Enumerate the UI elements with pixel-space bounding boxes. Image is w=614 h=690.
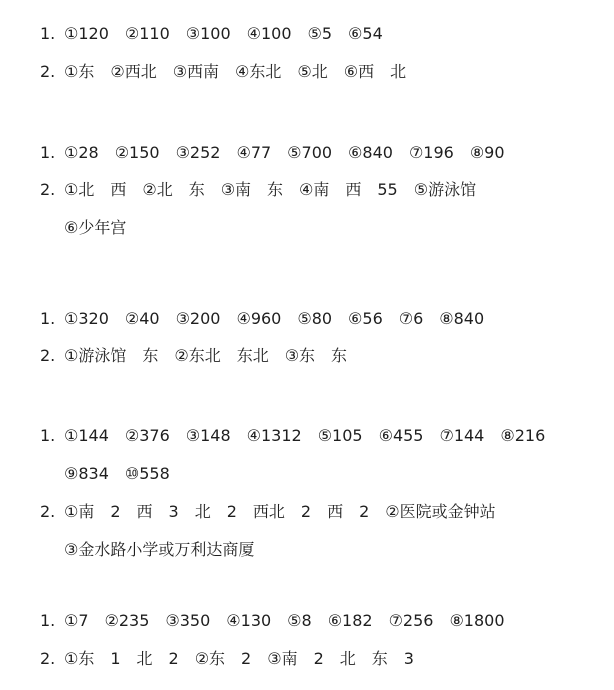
answer-text: ①游泳馆 东 ②东北 东北 ③东 东 xyxy=(64,346,348,365)
answer-text: ①28 ②150 ③252 ④77 ⑤700 ⑥840 ⑦196 ⑧90 xyxy=(64,143,505,162)
question-number: 2. xyxy=(40,62,56,81)
answer-text: ⑥少年宫 xyxy=(64,218,127,237)
question-number: 1. xyxy=(40,24,56,43)
answer-text: ①7 ②235 ③350 ④130 ⑤8 ⑥182 ⑦256 ⑧1800 xyxy=(64,611,505,630)
answer-text: ①东 ②西北 ③西南 ④东北 ⑤北 ⑥西 北 xyxy=(64,62,407,81)
answer-text: ①东 1 北 2 ②东 2 ③南 2 北 东 3 xyxy=(64,649,414,668)
answer-text: ③金水路小学或万利达商厦 xyxy=(64,540,255,559)
answer-text: ⑨834 ⑩558 xyxy=(64,464,170,483)
question-number: 1. xyxy=(40,143,56,162)
question-number: 1. xyxy=(40,426,56,445)
answer-text: ①北 西 ②北 东 ③南 东 ④南 西 55 ⑤游泳馆 xyxy=(64,180,477,199)
question-number: 1. xyxy=(40,611,56,630)
answer-text: ①144 ②376 ③148 ④1312 ⑤105 ⑥455 ⑦144 ⑧216 xyxy=(64,426,546,445)
question-number: 2. xyxy=(40,180,56,199)
answer-text: ①120 ②110 ③100 ④100 ⑤5 ⑥54 xyxy=(64,24,383,43)
answer-text: ①南 2 西 3 北 2 西北 2 西 2 ②医院或金钟站 xyxy=(64,502,496,521)
answer-text: ①320 ②40 ③200 ④960 ⑤80 ⑥56 ⑦6 ⑧840 xyxy=(64,309,485,328)
question-number: 1. xyxy=(40,309,56,328)
question-number: 2. xyxy=(40,346,56,365)
question-number: 2. xyxy=(40,649,56,668)
question-number: 2. xyxy=(40,502,56,521)
